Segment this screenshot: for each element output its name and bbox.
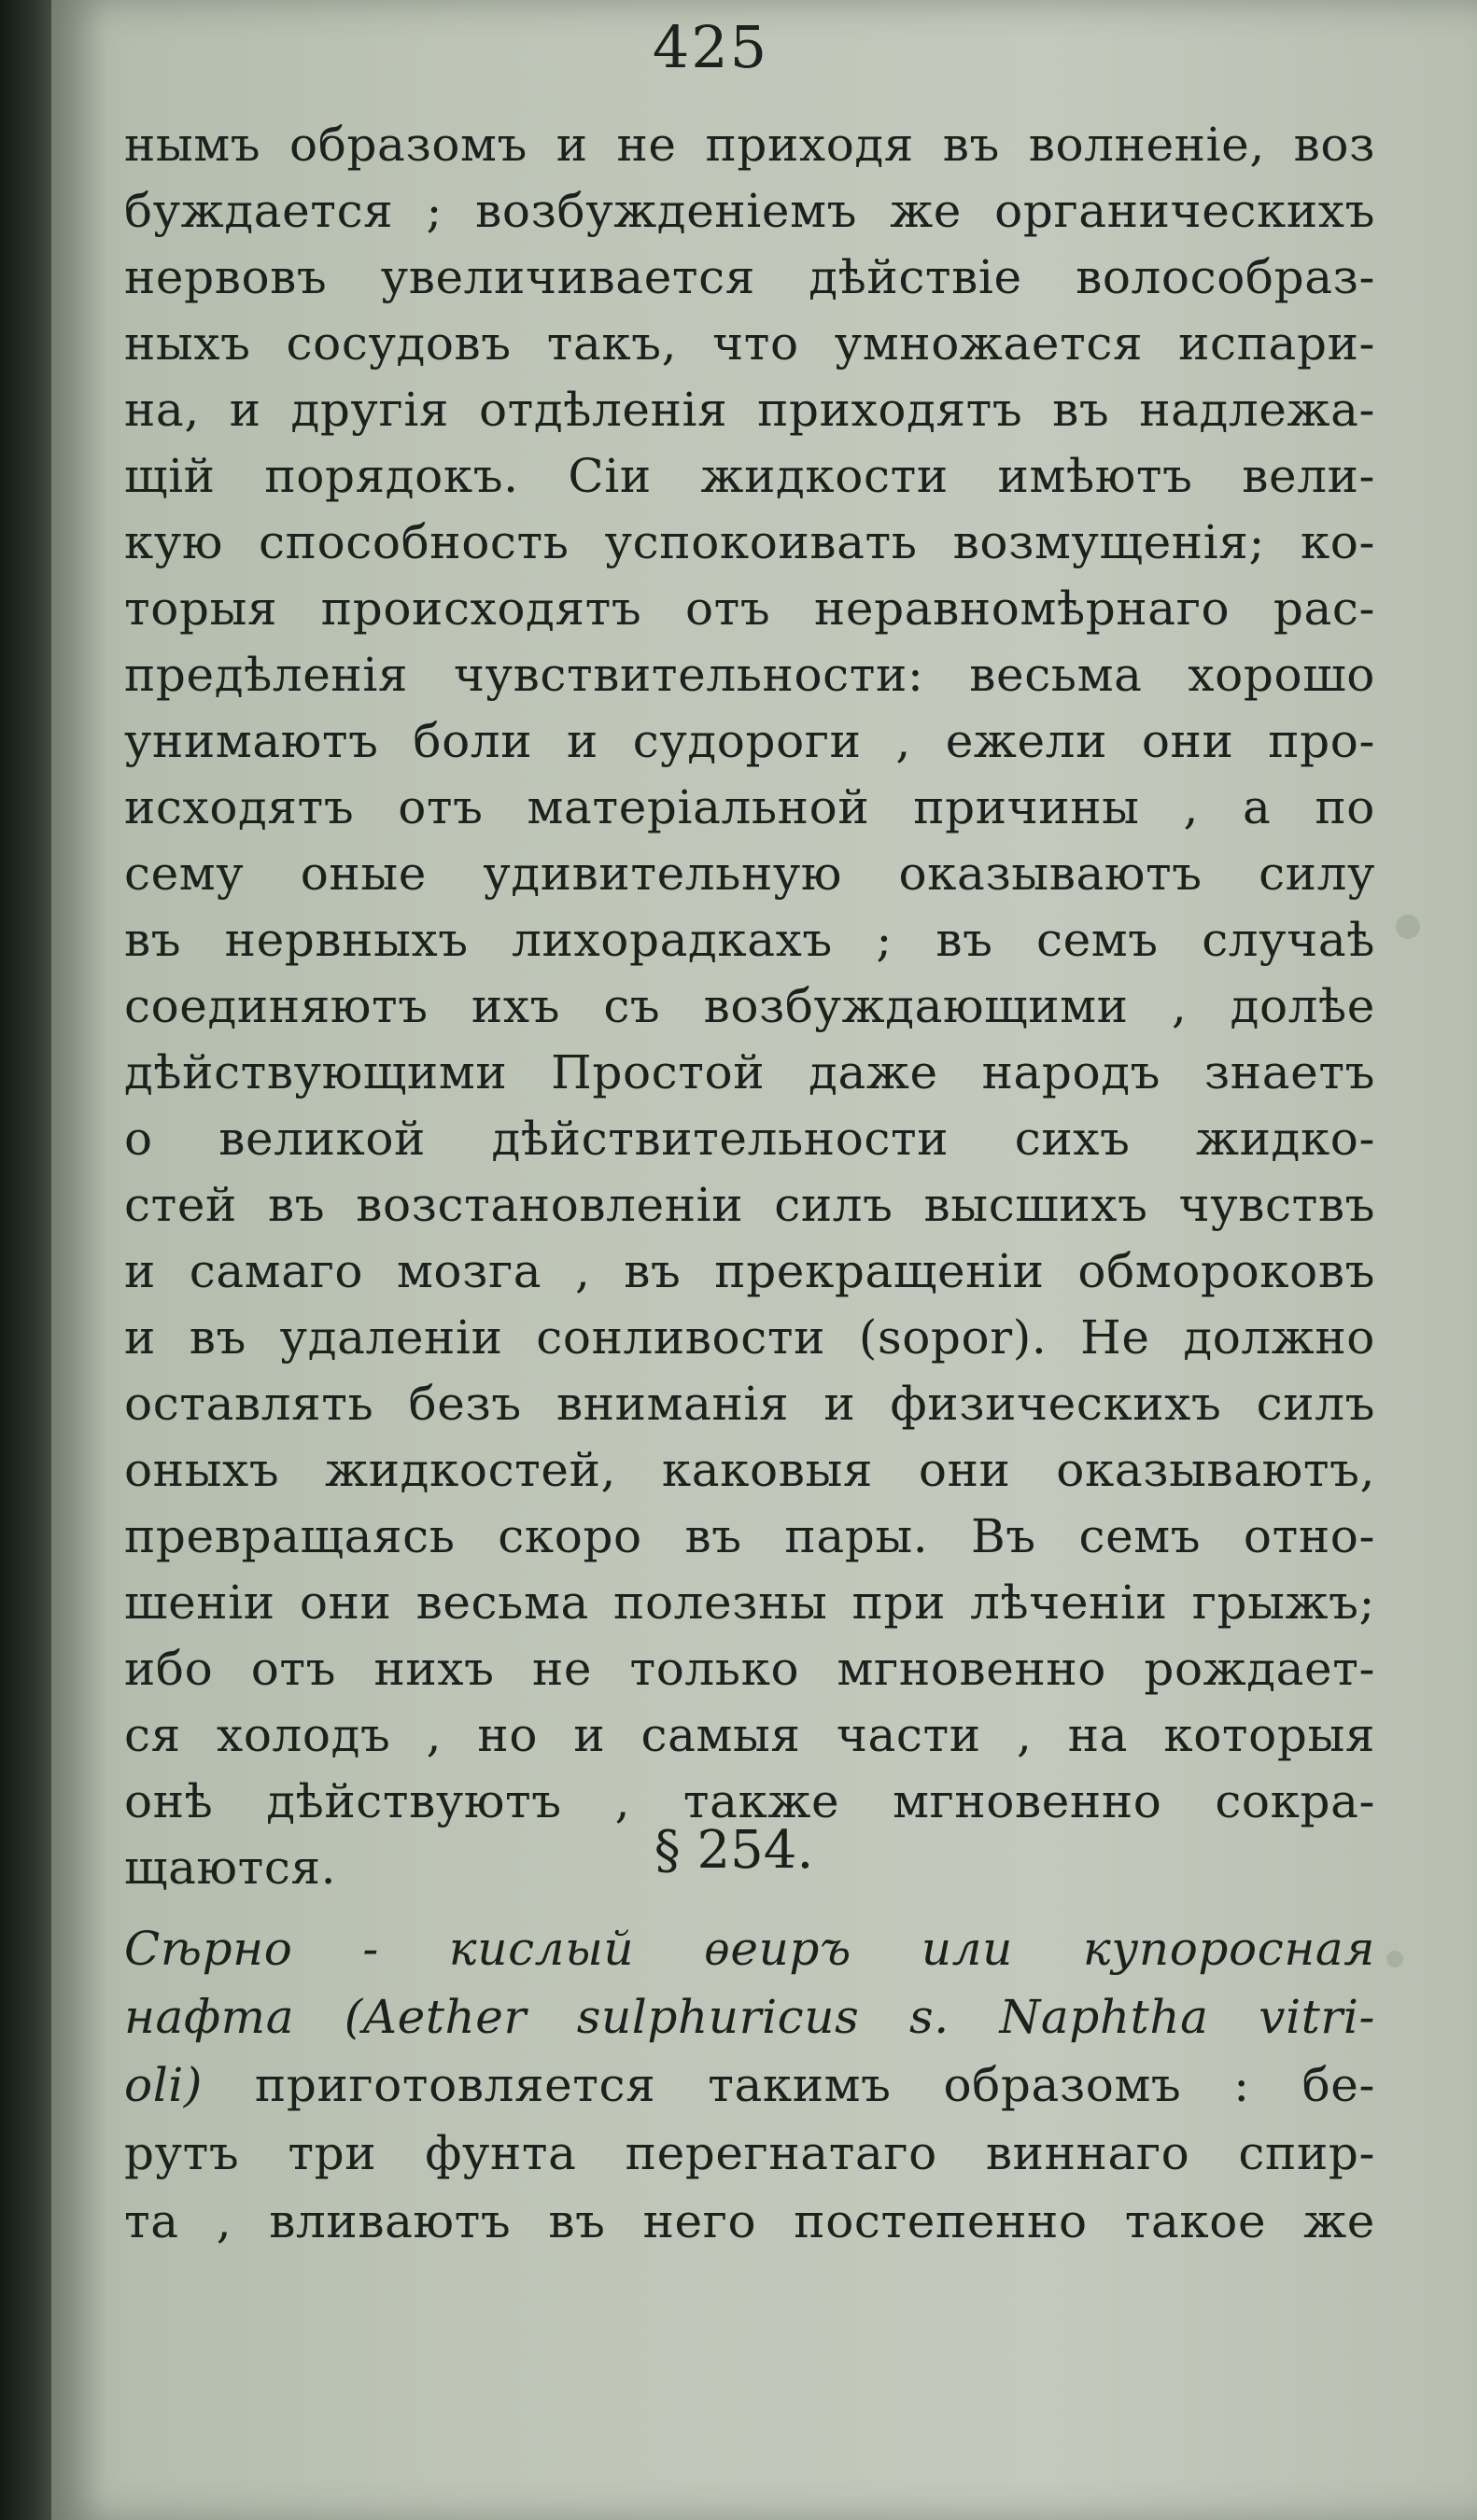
text-line: рутъ три фунта перегнатаго виннаго спир- <box>124 2126 1375 2180</box>
text-line: исходятъ отъ матеріальной причины , а по <box>124 780 1375 834</box>
section-paragraph <box>124 1915 1375 2256</box>
text-line: предѣленія чувствительности: весьма хорошо <box>124 648 1375 702</box>
text-line: и самаго мозга , въ прекращеніи обмороковъ <box>124 1244 1375 1298</box>
text-line: кую способность успокоивать возмущенія; ко- <box>124 515 1375 569</box>
text-line: оставлять безъ вниманія и физическихъ силъ <box>124 1377 1375 1431</box>
section-heading: § 254. <box>654 1820 814 1881</box>
main-paragraph <box>124 112 1375 1901</box>
text-line: оныхъ жидкостей, каковыя они оказываютъ, <box>124 1443 1375 1497</box>
paper-stain <box>1396 915 1420 939</box>
book-spine-shadow <box>0 0 58 2520</box>
paper-stain <box>1386 1951 1403 1967</box>
section-title-line: Сѣрно - кислый ѳеиръ или купоросная <box>124 1922 1375 1976</box>
text-span: приготовляется такимъ образомъ : бе- <box>203 2058 1375 2112</box>
text-line <box>124 2051 1375 2120</box>
text-line: ныхъ сосудовъ такъ, что умножается испари- <box>124 316 1375 371</box>
text-line: ся холодъ , но и самыя части , на которыя <box>124 1708 1375 1762</box>
text-line: торыя происходятъ отъ неравномѣрнаго рас- <box>124 581 1375 636</box>
text-line: та , вливаютъ въ него постепенно такое же <box>124 2194 1375 2248</box>
text-line: онѣ дѣйствуютъ , также мгновенно сокра- <box>124 1774 1375 1828</box>
text-line: и въ удаленіи сонливости (sopor). Не должно <box>124 1310 1375 1365</box>
text-line: сему оные удивительную оказываютъ силу <box>124 847 1375 901</box>
text-line: дѣйствующими Простой даже народъ знаетъ <box>124 1045 1375 1099</box>
text-line: щаются. <box>124 1841 337 1895</box>
text-line: шеніи они весьма полезны при лѣченіи грыжъ; <box>124 1575 1375 1630</box>
text-line: щій порядокъ. Сіи жидкости имѣютъ вели- <box>124 449 1375 503</box>
text-line: нервовъ увеличивается дѣйствіе волособраз- <box>124 250 1375 304</box>
text-line: унимаютъ боли и судороги , ежели они про- <box>124 714 1375 768</box>
text-line: ибо отъ нихъ не только мгновенно рождает- <box>124 1642 1375 1696</box>
text-line: стей въ возстановленіи силъ высшихъ чувствъ <box>124 1178 1375 1232</box>
text-line: о великой дѣйствительности сихъ жидко- <box>124 1112 1375 1166</box>
text-line: буждается ; возбужденіемъ же органическихъ <box>124 184 1375 238</box>
text-line: превращаясь скоро въ пары. Въ семъ отно- <box>124 1509 1375 1563</box>
text-line: въ нервныхъ лихорадкахъ ; въ семъ случаѣ <box>124 913 1375 967</box>
text-line: на, и другія отдѣленія приходятъ въ надлежа- <box>124 383 1375 437</box>
section-title-line: нафта (Aether sulphuricus s. Naphtha vitri- <box>124 1990 1375 2044</box>
latin-term: oli) <box>124 2058 203 2112</box>
text-line: нымъ образомъ и не приходя въ волненіе, воз <box>124 118 1375 172</box>
page-number: 425 <box>652 13 769 81</box>
text-line: соединяютъ ихъ съ возбуждающими , долѣе <box>124 979 1375 1033</box>
